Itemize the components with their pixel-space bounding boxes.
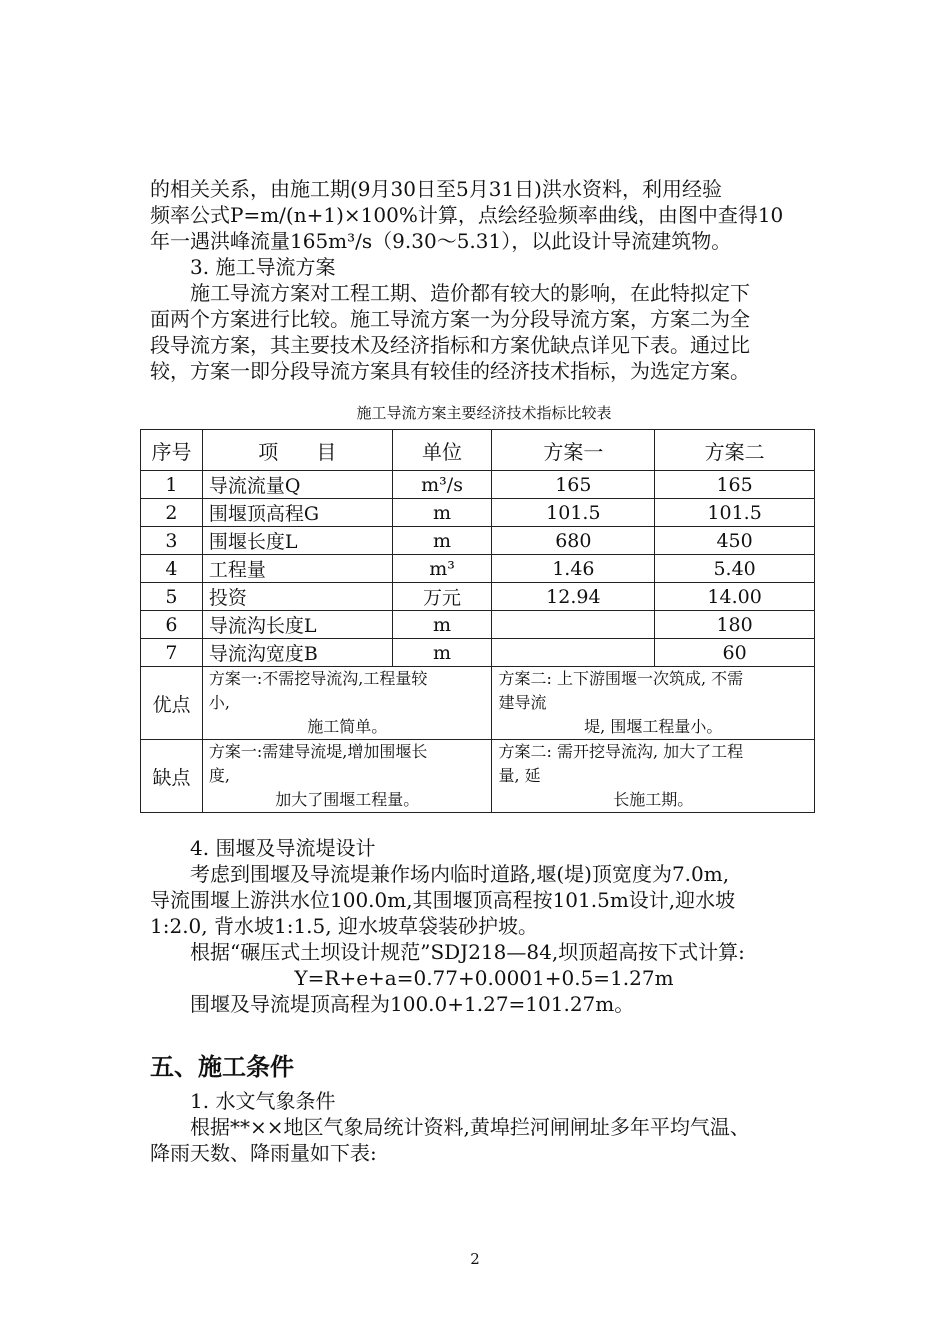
table-row [141, 611, 815, 639]
cons-a-line: 加大了围堰工程量。 [275, 790, 420, 809]
cons-b-line: 量, 延 [498, 766, 541, 785]
cons-b-line: 长施工期。 [613, 790, 694, 809]
cell: 1.46 [492, 555, 655, 583]
pros-b-line: 建导流 [498, 693, 547, 712]
pros-row [141, 667, 815, 740]
cell: 14.00 [655, 583, 815, 611]
cell: 12.94 [492, 583, 655, 611]
intro-line-3: 年一遇洪峰流量165m³/s（9.30～5.31），以此设计导流建筑物。 [150, 229, 732, 253]
para5-line-1: 根据**××地区气象局统计资料,黄埠拦河闸闸址多年平均气温、 [190, 1115, 750, 1139]
para4-end: 围堰及导流堤顶高程为100.0+1.27=101.27m。 [190, 992, 635, 1016]
cell: 导流沟长度L [202, 611, 392, 639]
cell [492, 639, 655, 667]
table-row [141, 639, 815, 667]
cons-b-line: 方案二: 需开挖导流沟, 加大了工程 [498, 742, 744, 761]
header-cell: 方案二 [655, 430, 815, 471]
table-row [141, 583, 815, 611]
table-caption: 施工导流方案主要经济技术指标比较表 [356, 404, 612, 422]
table-row [141, 499, 815, 527]
cell: m³ [392, 555, 492, 583]
comparison-table [140, 429, 815, 813]
cell: m³/s [392, 471, 492, 499]
table-header-row [141, 430, 815, 471]
cell: 2 [141, 499, 203, 527]
cell: 工程量 [202, 555, 392, 583]
para4-line-1: 考虑到围堰及导流堤兼作场内临时道路,堰(堤)顶宽度为7.0m, [190, 862, 730, 886]
pros-a-line: 小, [208, 693, 230, 712]
para4-line-3: 1:2.0, 背水坡1:1.5, 迎水坡草袋装砂护坡。 [150, 914, 538, 938]
cell: 6 [141, 611, 203, 639]
heading-3: 3. 施工导流方案 [190, 255, 336, 279]
document-page [150, 176, 818, 1166]
cell: 180 [655, 611, 815, 639]
cell: m [392, 639, 492, 667]
cell: 1 [141, 471, 203, 499]
para3-line-4: 较，方案一即分段导流方案具有较佳的经济技术指标，为选定方案。 [150, 359, 750, 383]
intro-line-2: 频率公式P=m/(n+1)×100%计算，点绘经验频率曲线，由图中查得10 [150, 203, 784, 227]
formula: Y=R+e+a=0.77+0.0001+0.5=1.27m [294, 966, 674, 990]
cons-plan-a [202, 740, 492, 813]
table-row [141, 471, 815, 499]
header-cell: 单位 [392, 430, 492, 471]
cell: 680 [492, 527, 655, 555]
pros-plan-b [492, 667, 815, 740]
table-row [141, 527, 815, 555]
header-cell: 项 目 [202, 430, 392, 471]
cell: 101.5 [492, 499, 655, 527]
cons-a-line: 度, [208, 766, 230, 785]
cons-plan-b [492, 740, 815, 813]
cell: 450 [655, 527, 815, 555]
cell: 60 [655, 639, 815, 667]
cell: 导流沟宽度B [202, 639, 392, 667]
cell: 5 [141, 583, 203, 611]
heading-5-1: 1. 水文气象条件 [190, 1089, 336, 1113]
cell: 围堰长度L [202, 527, 392, 555]
intro-line-1: 的相关关系，由施工期(9月30日至5月31日)洪水资料，利用经验 [150, 177, 722, 201]
header-cell: 序号 [141, 430, 203, 471]
cell: 围堰顶高程G [202, 499, 392, 527]
cell: 投资 [202, 583, 392, 611]
para4-line-4: 根据“碾压式土坝设计规范”SDJ218—84,坝顶超高按下式计算: [190, 940, 745, 964]
pros-b-line: 方案二: 上下游围堰一次筑成, 不需 [498, 669, 744, 688]
pros-b-line: 堤, 围堰工程量小。 [584, 717, 723, 736]
cell: 万元 [392, 583, 492, 611]
cell [492, 611, 655, 639]
para3-line-2: 面两个方案进行比较。施工导流方案一为分段导流方案，方案二为全 [150, 307, 750, 331]
section-title: 五、施工条件 [150, 1053, 294, 1081]
cell: 101.5 [655, 499, 815, 527]
para4-line-2: 导流围堰上游洪水位100.0m,其围堰顶高程按101.5m设计,迎水坡 [150, 888, 736, 912]
page-number: 2 [470, 1250, 480, 1268]
para5-line-2: 降雨天数、降雨量如下表: [150, 1141, 377, 1165]
cell: 7 [141, 639, 203, 667]
pros-plan-a [202, 667, 492, 740]
cell: 导流流量Q [202, 471, 392, 499]
cell: m [392, 611, 492, 639]
header-cell: 方案一 [492, 430, 655, 471]
cell: 4 [141, 555, 203, 583]
cons-label: 缺点 [141, 740, 203, 813]
pros-a-line: 施工简单。 [307, 717, 388, 736]
table-row [141, 555, 815, 583]
cell: 165 [655, 471, 815, 499]
pros-label: 优点 [141, 667, 203, 740]
para3-line-3: 段导流方案，其主要技术及经济指标和方案优缺点详见下表。通过比 [150, 333, 750, 357]
para3-line-1: 施工导流方案对工程工期、造价都有较大的影响，在此特拟定下 [190, 281, 750, 305]
pros-a-line: 方案一:不需挖导流沟,工程量较 [208, 669, 428, 688]
cell: m [392, 527, 492, 555]
cell: 5.40 [655, 555, 815, 583]
heading-4: 4. 围堰及导流堤设计 [190, 836, 376, 860]
cons-row [141, 740, 815, 813]
cell: m [392, 499, 492, 527]
cell: 3 [141, 527, 203, 555]
cons-a-line: 方案一:需建导流堤,增加围堰长 [208, 742, 428, 761]
cell: 165 [492, 471, 655, 499]
